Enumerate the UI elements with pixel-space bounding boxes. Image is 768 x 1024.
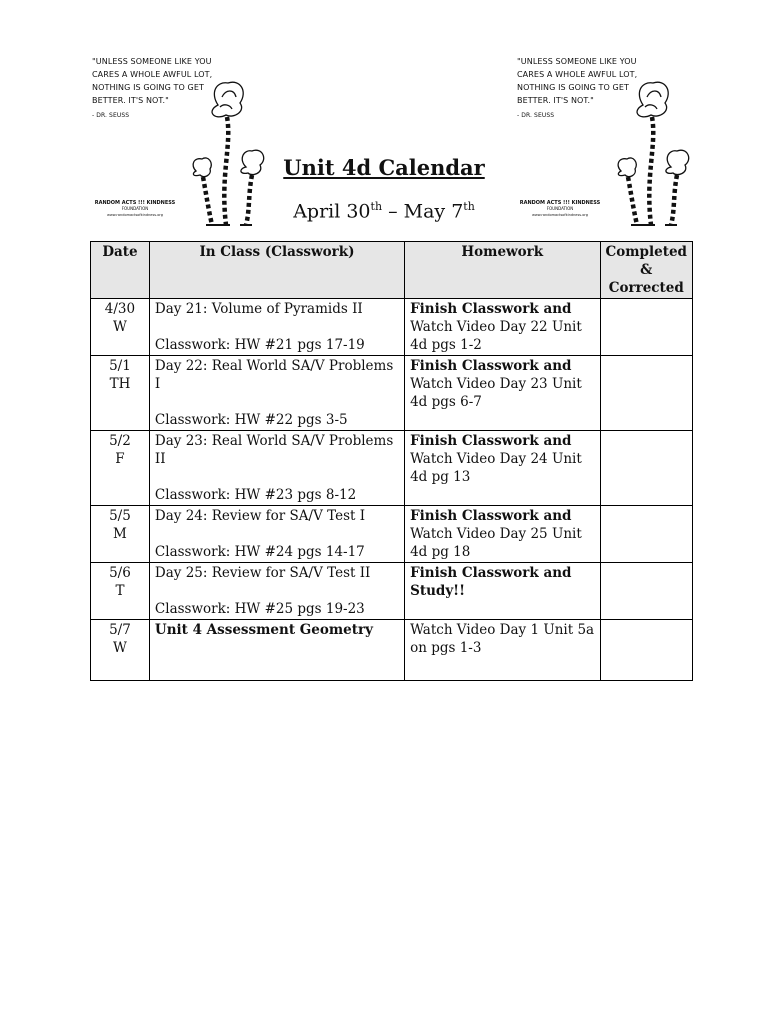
date-value: 4/30 [104, 301, 136, 317]
classwork-cell [149, 620, 404, 681]
date-separator: – [382, 200, 404, 223]
column-header-date: Date [91, 242, 150, 299]
classwork-cell [149, 356, 404, 431]
column-header-completed: Completed & Corrected [600, 242, 692, 299]
homework-cell [405, 299, 600, 356]
date-cell [91, 563, 150, 620]
date-cell [91, 356, 150, 431]
quote-author: - DR. SEUSS [92, 112, 130, 119]
logo-sub: FOUNDATION [546, 206, 574, 211]
date-start: April 30 [293, 200, 371, 223]
weekday-value: F [115, 451, 125, 467]
logo-name: RANDOM ACTS !!! KINDNESS [94, 200, 176, 206]
date-cell [91, 620, 150, 681]
lesson-title: Day 21: Volume of Pyramids II [154, 301, 363, 317]
calendar-header [262, 152, 506, 224]
homework-cell [405, 620, 600, 681]
homework-text: Watch Video Day 23 Unit 4d pgs 6-7 [410, 376, 582, 410]
completed-cell [600, 506, 692, 563]
date-end-suffix: th [463, 200, 475, 213]
completed-cell [600, 431, 692, 506]
truffula-trees-icon [615, 75, 692, 230]
date-range [262, 194, 506, 224]
table-row [91, 506, 693, 563]
lesson-title: Day 23: Real World SA/V Problems II [154, 433, 394, 467]
logo-url: www.randomactsofkindness.org [532, 213, 588, 217]
column-header-classwork: In Class (Classwork) [149, 242, 404, 299]
lesson-title: Day 24: Review for SA/V Test I [154, 508, 366, 524]
date-value: 5/7 [109, 622, 131, 638]
kindness-poster-right [517, 55, 692, 230]
kindness-poster-left [92, 55, 267, 230]
weekday-value: T [115, 583, 125, 599]
date-start-suffix: th [370, 200, 383, 213]
table-row [91, 620, 693, 681]
classwork-assignment: Classwork: HW #25 pgs 19-23 [154, 601, 365, 617]
quote-text: "UNLESS SOMEONE LIKE YOU CARES A WHOLE AWFUL LOT, NOTHING IS GOING TO GET BETTER. IT'S NOT." [92, 57, 213, 105]
lesson-title: Day 22: Real World SA/V Problems I [154, 358, 394, 392]
quote-text: "UNLESS SOMEONE LIKE YOU CARES A WHOLE AWFUL LOT, NOTHING IS GOING TO GET BETTER. IT'S NOT." [517, 57, 638, 105]
homework-cell [405, 506, 600, 563]
date-cell [91, 431, 150, 506]
table-row [91, 356, 693, 431]
page-title: Unit 4d Calendar [283, 155, 485, 180]
date-cell [91, 506, 150, 563]
classwork-cell [149, 299, 404, 356]
date-value: 5/2 [109, 433, 131, 449]
homework-cell [405, 356, 600, 431]
homework-emphasis: Finish Classwork and [410, 433, 572, 449]
lesson-title: Unit 4 Assessment Geometry [154, 622, 373, 638]
homework-text: Watch Video Day 24 Unit 4d pg 13 [410, 451, 582, 485]
table-row [91, 299, 693, 356]
homework-text: Watch Video Day 22 Unit 4d pgs 1-2 [410, 319, 582, 353]
date-value: 5/6 [109, 565, 131, 581]
weekday-value: M [113, 526, 127, 542]
table-row [91, 563, 693, 620]
weekday-value: TH [109, 376, 131, 392]
table-row [91, 431, 693, 506]
quote-author: - DR. SEUSS [517, 112, 555, 119]
calendar-table [90, 241, 693, 681]
date-value: 5/5 [109, 508, 131, 524]
classwork-assignment: Classwork: HW #24 pgs 14-17 [154, 544, 365, 560]
date-cell [91, 299, 150, 356]
homework-text: Watch Video Day 1 Unit 5a on pgs 1-3 [410, 622, 595, 656]
homework-emphasis: Finish Classwork and [410, 301, 572, 317]
homework-cell [405, 563, 600, 620]
homework-emphasis: Finish Classwork and Study!! [410, 565, 572, 599]
classwork-assignment: Classwork: HW #23 pgs 8-12 [154, 487, 357, 503]
homework-cell [405, 431, 600, 506]
completed-cell [600, 299, 692, 356]
logo-url: www.randomactsofkindness.org [107, 213, 163, 217]
truffula-trees-icon [190, 75, 267, 230]
classwork-assignment: Classwork: HW #21 pgs 17-19 [154, 337, 365, 353]
date-end: May 7 [403, 200, 464, 223]
classwork-cell [149, 431, 404, 506]
table-header-row [91, 242, 693, 299]
classwork-cell [149, 506, 404, 563]
classwork-cell [149, 563, 404, 620]
homework-text: Watch Video Day 25 Unit 4d pg 18 [410, 526, 582, 560]
completed-cell [600, 356, 692, 431]
kindness-logo [94, 200, 176, 218]
weekday-value: W [113, 319, 127, 335]
completed-cell [600, 563, 692, 620]
weekday-value: W [113, 640, 127, 656]
classwork-assignment: Classwork: HW #22 pgs 3-5 [154, 412, 348, 428]
homework-emphasis: Finish Classwork and [410, 358, 572, 374]
logo-sub: FOUNDATION [121, 206, 149, 211]
column-header-homework: Homework [405, 242, 600, 299]
logo-name: RANDOM ACTS !!! KINDNESS [519, 200, 601, 206]
kindness-logo [519, 200, 601, 218]
lesson-title: Day 25: Review for SA/V Test II [154, 565, 371, 581]
date-value: 5/1 [109, 358, 131, 374]
homework-emphasis: Finish Classwork and [410, 508, 572, 524]
completed-cell [600, 620, 692, 681]
